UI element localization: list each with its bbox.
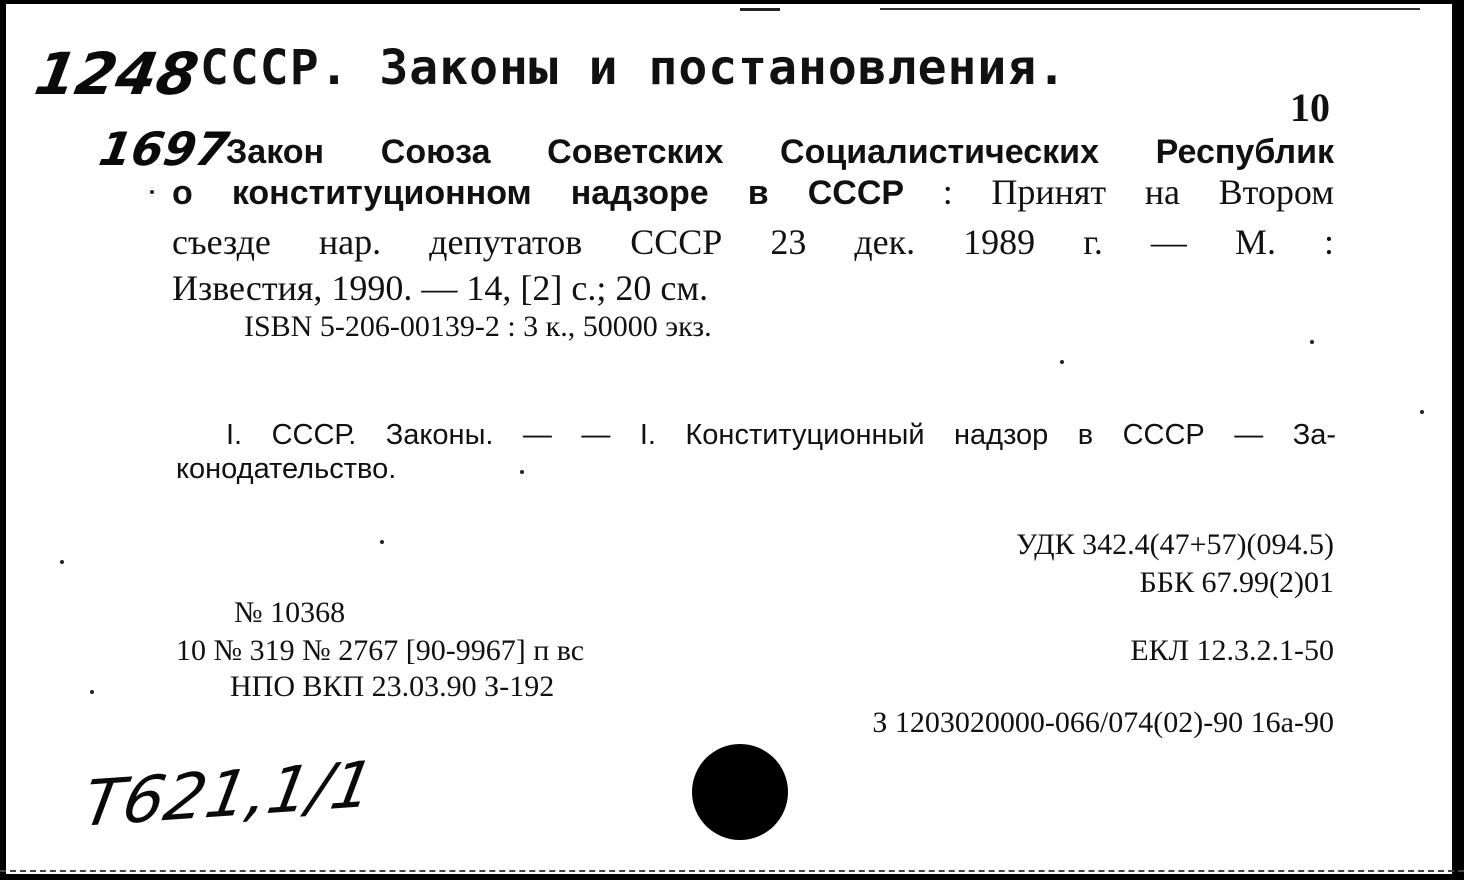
card-heading: СССР. Законы и постановления. (200, 40, 1068, 96)
speck (520, 470, 524, 474)
ekl-code: ЕКЛ 12.3.2.1-50 (1130, 634, 1334, 667)
publication-code: З 1203020000-066/074(02)-90 16а-90 (872, 706, 1334, 739)
registration-number: № 10368 (234, 596, 346, 629)
isbn-line: ISBN 5-206-00139-2 : 3 к., 50000 экз. (244, 310, 712, 343)
scan-border-left (0, 0, 6, 880)
speck (1060, 360, 1064, 364)
scan-border-top (0, 0, 1464, 4)
subject-line-1: I. СССР. Законы. — — I. Конституционный надзор в СССР — За- (226, 419, 1336, 451)
top-edge-line (880, 8, 1420, 14)
title-bold-part: о конституционном надзоре в СССР (172, 174, 905, 212)
bbk-code: ББК 67.99(2)01 (1139, 566, 1334, 599)
scan-border-bottom (0, 874, 1464, 880)
title-rest: : Принят на Втором (942, 172, 1334, 212)
speck (90, 690, 94, 694)
handwritten-entry-number: 1697 (95, 122, 233, 176)
card-number: 10 (1290, 85, 1330, 130)
handwritten-call-number: 1248 (30, 40, 204, 108)
card-bottom-edge (0, 870, 1464, 874)
speck (150, 190, 154, 194)
udk-code: УДК 342.4(47+57)(094.5) (1015, 528, 1334, 561)
subject-line-2: конодательство. (176, 453, 397, 485)
speck (1420, 410, 1424, 414)
publisher-line: Известия, 1990. — 14, [2] с.; 20 см. (172, 268, 709, 308)
npo-line: НПО ВКП 23.03.90 З-192 (230, 670, 555, 703)
card-punch-hole (692, 744, 788, 840)
title-line-1: Закон Союза Советских Социалистических Республик (226, 133, 1334, 171)
imprint-line: съезде нар. депутатов СССР 23 дек. 1989 г. — М. : (172, 222, 1334, 262)
subject-headings (176, 418, 1336, 486)
speck (60, 560, 64, 564)
handwritten-shelf-mark: Т621,1/1 (77, 748, 380, 842)
speck (380, 540, 384, 544)
top-mark (740, 8, 780, 17)
scan-border-right (1452, 0, 1464, 880)
speck (1310, 340, 1314, 344)
title-line-2 (172, 168, 1334, 217)
print-info: 10 № 319 № 2767 [90-9967] п вс (176, 634, 585, 667)
